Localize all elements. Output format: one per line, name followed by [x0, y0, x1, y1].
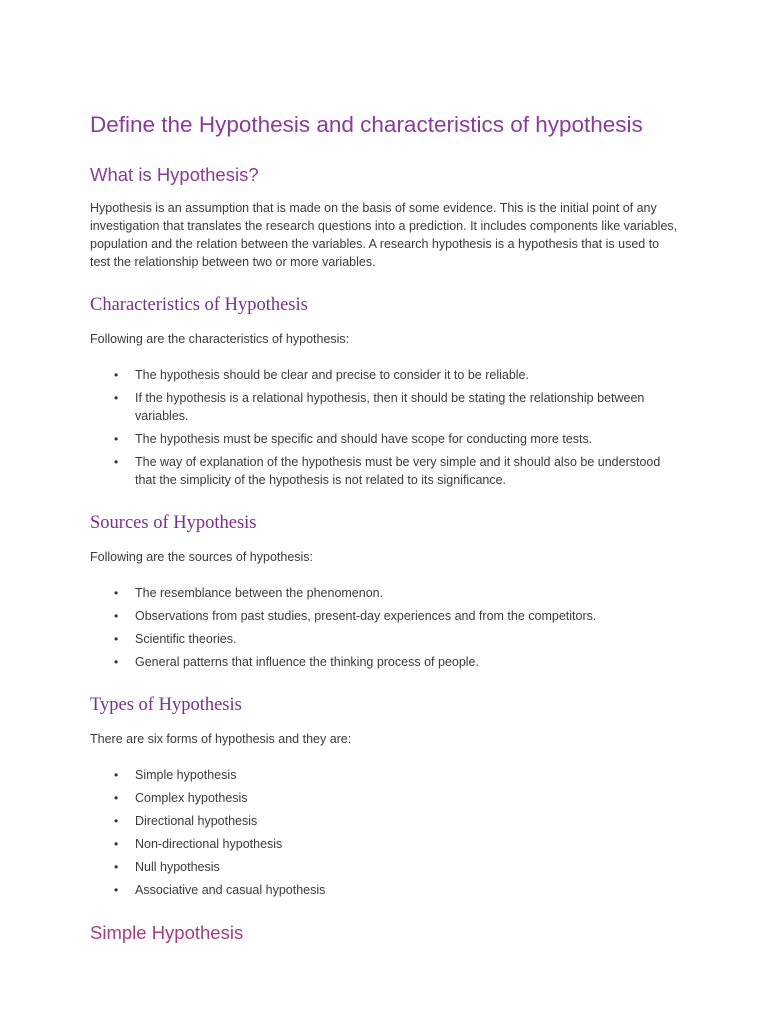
- types-list: [90, 766, 680, 899]
- list-item: [90, 584, 680, 602]
- list-item: [90, 858, 680, 876]
- list-item: [90, 881, 680, 899]
- list-item: [90, 453, 680, 489]
- list-item-text: Directional hypothesis: [135, 814, 258, 829]
- bullet-icon: •: [114, 586, 119, 601]
- section-types: [90, 693, 680, 899]
- characteristics-list: [90, 366, 680, 489]
- heading-sources: Sources of Hypothesis: [90, 513, 257, 534]
- paragraph-what-is-hypothesis: Hypothesis is an assumption that is made on the basis of some evidence. This is the initial point of any investigation that translates the research questions into a prediction. It includes components like variables, population and the relation between the variables. A research hypothesis is a hypothesis that is used to test the relationship between two or more variables.: [90, 201, 678, 270]
- list-item-text: Simple hypothesis: [135, 768, 237, 783]
- bullet-icon: •: [114, 768, 119, 783]
- document-content: [90, 110, 680, 957]
- list-item: [90, 389, 680, 425]
- bullet-icon: •: [114, 837, 119, 852]
- bullet-icon: •: [114, 368, 119, 383]
- list-item-text: The hypothesis must be specific and should have scope for conducting more tests.: [135, 432, 593, 447]
- list-item-text: Complex hypothesis: [135, 791, 248, 806]
- bullet-icon: •: [114, 791, 119, 806]
- list-item-text: Null hypothesis: [135, 860, 220, 875]
- list-item-text: The hypothesis should be clear and precise to consider it to be reliable.: [135, 368, 529, 383]
- bullet-icon: •: [114, 814, 119, 829]
- sources-intro: Following are the sources of hypothesis:: [90, 550, 314, 565]
- heading-what-is-hypothesis: What is Hypothesis?: [90, 164, 259, 186]
- document-title: Define the Hypothesis and characteristics of hypothesis: [90, 112, 643, 137]
- types-intro: There are six forms of hypothesis and they are:: [90, 732, 352, 747]
- heading-types: Types of Hypothesis: [90, 695, 242, 716]
- section-characteristics: [90, 293, 680, 489]
- heading-characteristics: Characteristics of Hypothesis: [90, 295, 308, 316]
- bullet-icon: •: [114, 609, 119, 624]
- list-item-text: Scientific theories.: [135, 632, 237, 647]
- bullet-icon: •: [114, 883, 119, 898]
- list-item-text: General patterns that influence the thinking process of people.: [135, 655, 479, 670]
- bullet-icon: •: [114, 391, 119, 406]
- list-item: [90, 789, 680, 807]
- list-item-text: Observations from past studies, present-day experiences and from the competitors.: [135, 609, 597, 624]
- heading-simple-hypothesis: Simple Hypothesis: [90, 922, 244, 944]
- section-sources: [90, 511, 680, 671]
- section-simple-hypothesis: [90, 921, 680, 945]
- bullet-icon: •: [114, 455, 119, 470]
- bullet-icon: •: [114, 860, 119, 875]
- section-what-is-hypothesis: [90, 163, 680, 271]
- list-item: [90, 630, 680, 648]
- list-item: [90, 835, 680, 853]
- sources-list: [90, 584, 680, 671]
- list-item: [90, 366, 680, 384]
- list-item-text: The resemblance between the phenomenon.: [135, 586, 384, 601]
- bullet-icon: •: [114, 632, 119, 647]
- list-item: [90, 607, 680, 625]
- list-item-text: The way of explanation of the hypothesis must be very simple and it should also be understood that the simplicity of the hypothesis is not related to its significance.: [135, 455, 661, 488]
- bullet-icon: •: [114, 432, 119, 447]
- list-item-text: Associative and casual hypothesis: [135, 883, 326, 898]
- list-item: [90, 766, 680, 784]
- list-item: [90, 430, 680, 448]
- list-item-text: Non-directional hypothesis: [135, 837, 283, 852]
- list-item-text: If the hypothesis is a relational hypothesis, then it should be stating the relationship between variables.: [135, 391, 645, 424]
- list-item: [90, 653, 680, 671]
- list-item: [90, 812, 680, 830]
- characteristics-intro: Following are the characteristics of hypothesis:: [90, 332, 350, 347]
- bullet-icon: •: [114, 655, 119, 670]
